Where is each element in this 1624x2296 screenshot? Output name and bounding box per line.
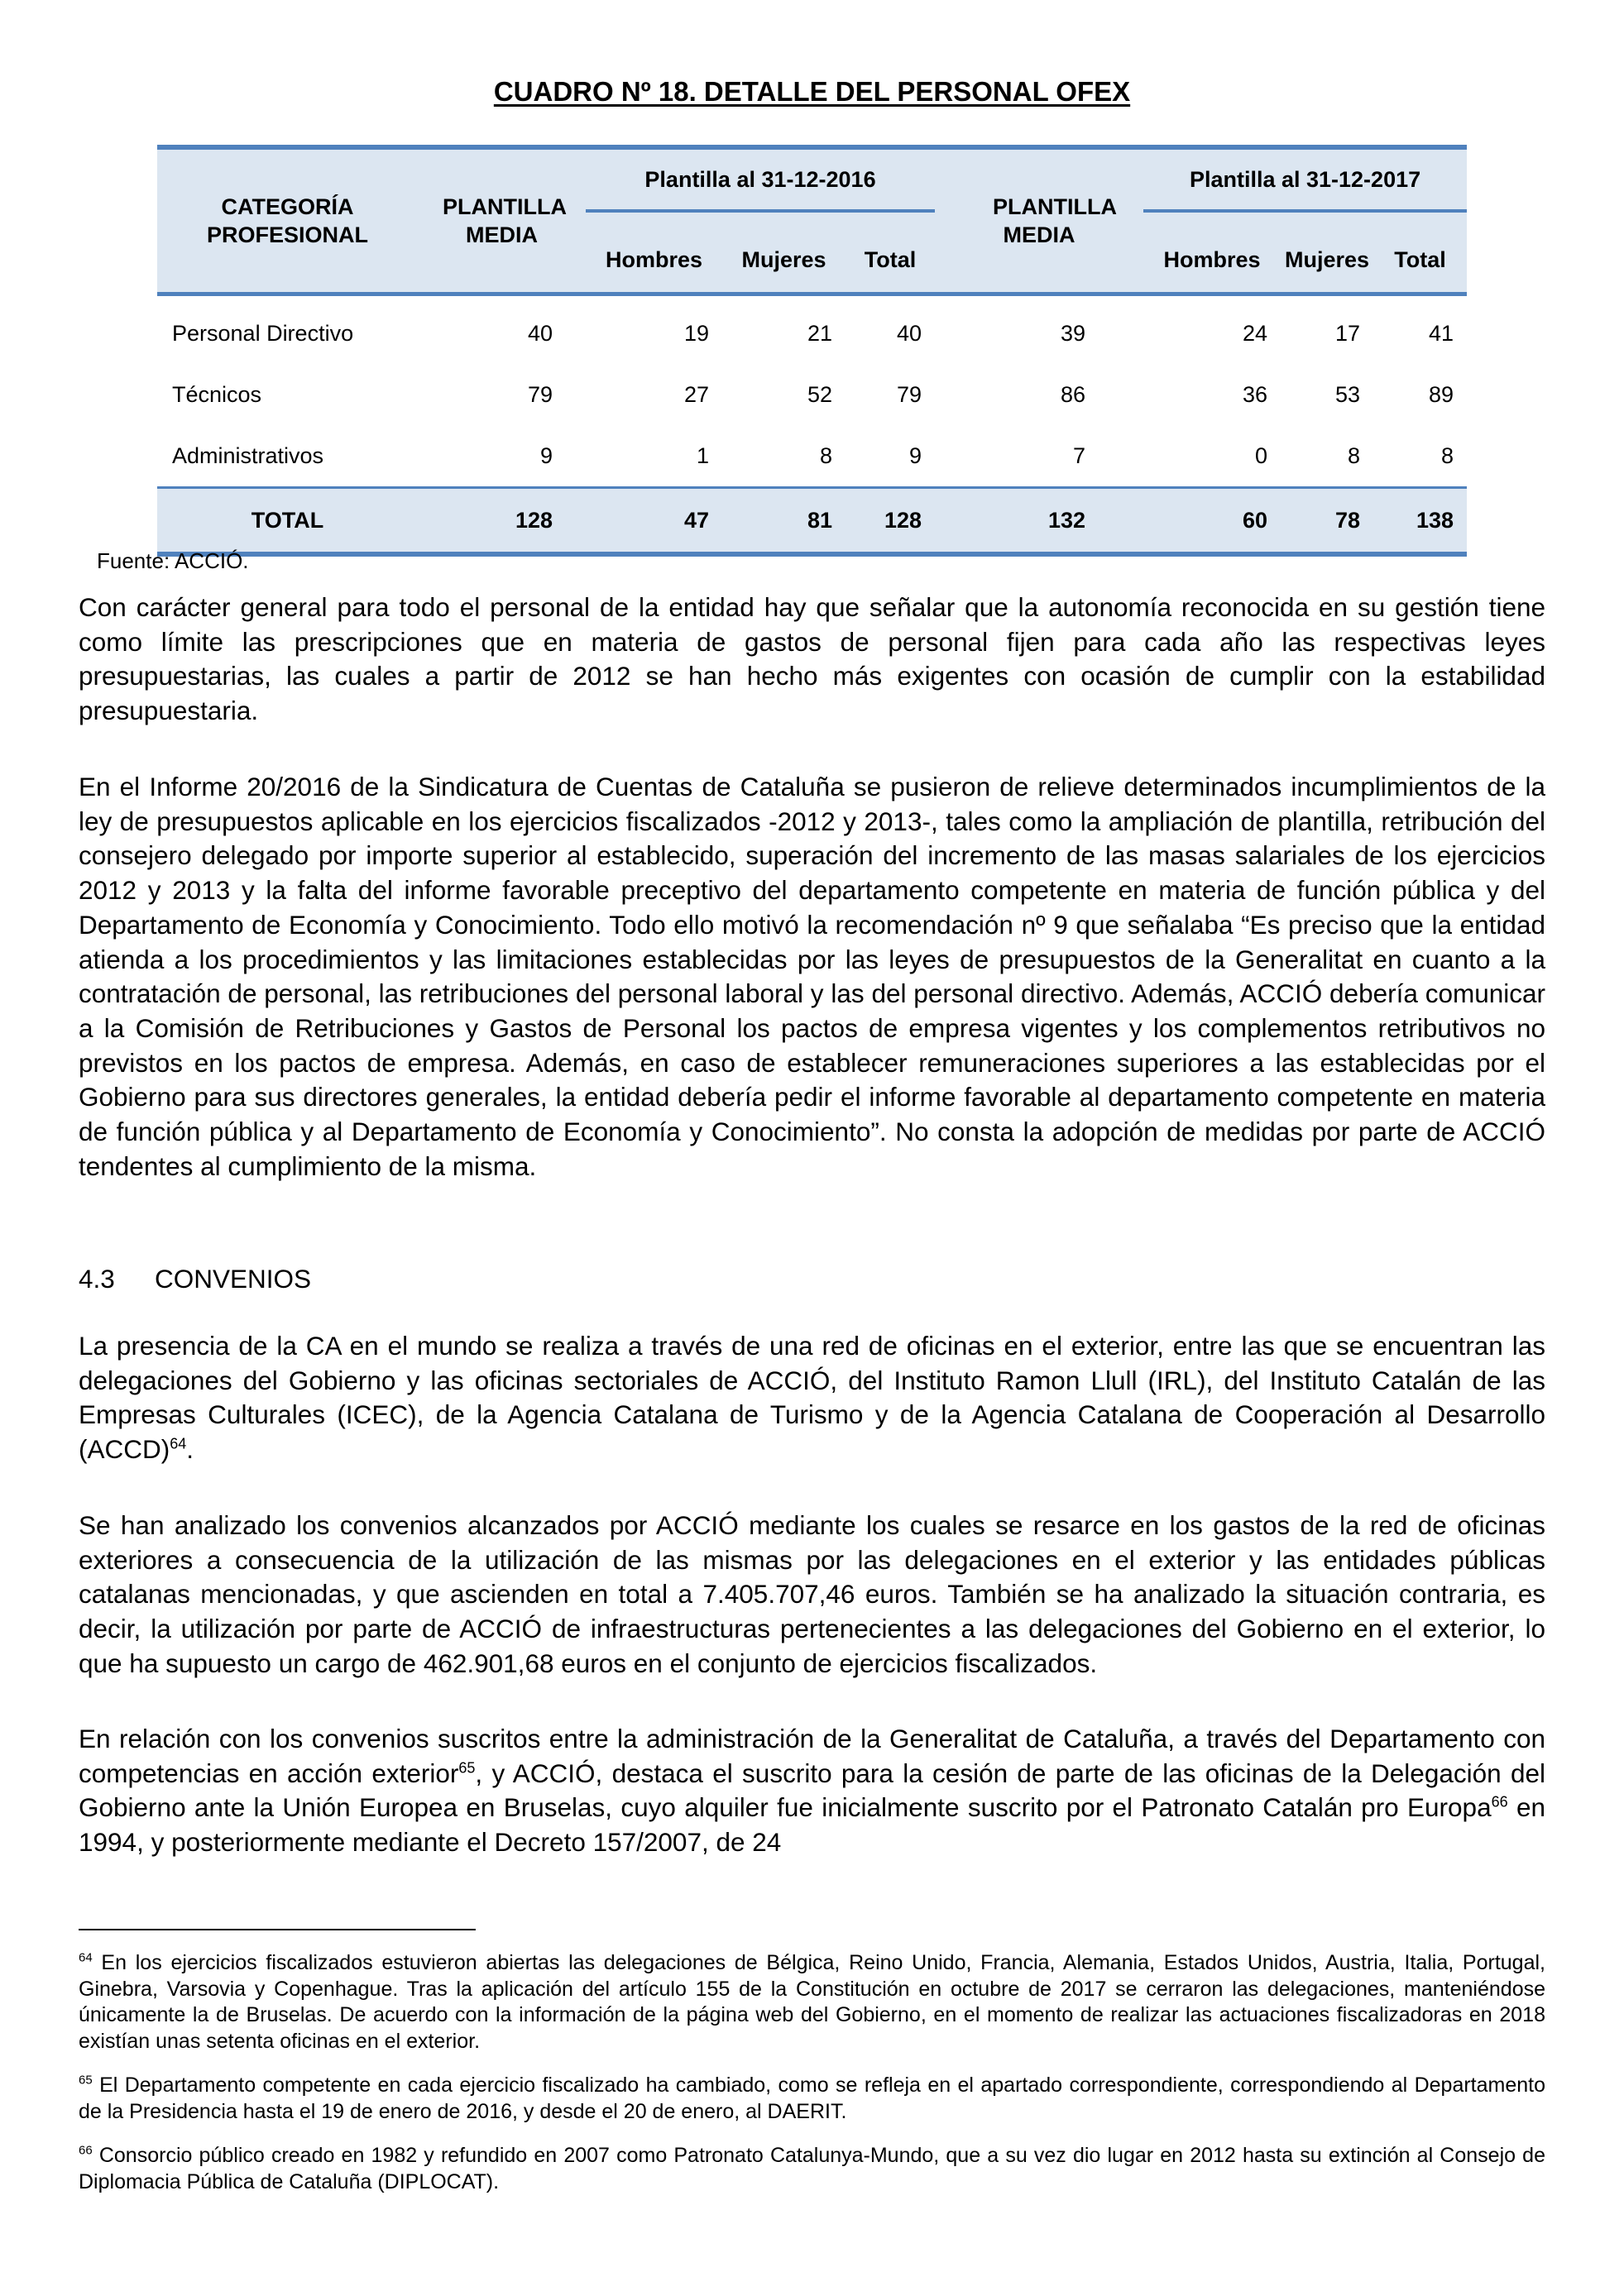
cell-pm-2016: 79: [527, 381, 553, 407]
cell-t-2017: 89: [1429, 381, 1454, 407]
cell-h-2016: 19: [683, 320, 709, 346]
table-row: [157, 294, 1467, 365]
cell-m-2017: 17: [1334, 320, 1361, 346]
section-heading: [79, 1264, 311, 1294]
paragraph-text: en 1994, y posteriormente mediante el Decreto 157/2007, de 24: [79, 1792, 1545, 1858]
header-category: CATEGORÍA PROFESIONAL: [157, 147, 418, 294]
cell-h-2016: 1: [696, 442, 709, 468]
footnote-65: [79, 2073, 1545, 2125]
header-plantilla-media-2017: PLANTILLA MEDIA: [935, 147, 1143, 294]
paragraph-text: , y ACCIÓ, destaca el suscrito para la cesión de parte de las oficinas de la Delegación del Gobierno ante la Unión Europea en Bruselas, cuyo alquiler fue inicialmente suscrito por el Patronato Catalán pro Europa: [79, 1758, 1545, 1823]
cell-pm-2017: 7: [1073, 442, 1086, 468]
cell-m-2016: 21: [807, 320, 832, 346]
header-group-2017: Plantilla al 31-12-2017: [1143, 147, 1467, 211]
section-number: 4.3: [79, 1264, 115, 1294]
cell-t-2016: 128: [846, 488, 935, 555]
cell-t-2016: 9: [909, 442, 922, 468]
section-title: CONVENIOS: [155, 1264, 312, 1294]
cell-m-2016: 8: [819, 442, 832, 468]
header-group-2016: Plantilla al 31-12-2016: [586, 147, 935, 211]
cell-category: Personal Directivo: [172, 320, 354, 346]
table-source: Fuente: ACCIÓ.: [97, 548, 249, 573]
cell-pm-2016: 9: [539, 442, 553, 468]
cell-category: Técnicos: [172, 381, 262, 407]
header-plantilla-media-2016: PLANTILLA MEDIA: [418, 147, 586, 294]
paragraph-text: La presencia de la CA en el mundo se realiza a través de una red de oficinas en el exterior, entre las que se encuentran las delegaciones del Gobierno y las oficinas sectoriales de ACCIÓ, del Instituto Ramon Llull (IRL), del Instituto Catalán de las Empresas Culturales (ICEC), de la Agencia Catalana de Turismo y de la Agencia Catalana de Cooperación al Desarrollo (ACCD): [79, 1331, 1545, 1465]
cell-t-2017: 138: [1373, 488, 1467, 555]
cell-h-2017: 24: [1242, 320, 1268, 346]
header-mujeres-2017: Mujeres: [1281, 211, 1373, 294]
table-total-row: [157, 488, 1467, 555]
footnote-ref-66[interactable]: 66: [1491, 1793, 1508, 1810]
paragraph-text: .: [186, 1434, 194, 1465]
cell-m-2017: 78: [1281, 488, 1373, 555]
footnote-number: 65: [79, 2073, 93, 2088]
paragraph-general-limits: Con carácter general para todo el personal de la entidad hay que señalar que la autonomía reconocida en su gestión tiene como límite las prescripciones que en materia de gastos de personal fijen para cada año las respectivas leyes presupuestarias, las cuales a partir de 2012 se han hecho más exigentes con ocasión de cumplir con la estabilidad presupuestaria.: [79, 592, 1545, 726]
footnote-text: El Departamento competente en cada ejercicio fiscalizado ha cambiado, como se refleja en el apartado correspondiente, correspondiendo al Departamento de la Presidencia hasta el 19 de enero de 2016, y desde el 20 de enero, al DAERIT.: [79, 2074, 1545, 2123]
cell-pm-2017: 86: [1060, 381, 1086, 407]
cell-pm-2016: 40: [527, 320, 553, 346]
cell-pm-2017: 39: [1060, 320, 1086, 346]
cell-h-2017: 60: [1143, 488, 1281, 555]
paragraph-informe-2016: En el Informe 20/2016 de la Sindicatura de Cuentas de Cataluña se pusieron de relieve determinados incumplimientos de la ley de presupuestos aplicable en los ejercicios fiscalizados -2012 y 2013-, tales como la ampliación de plantilla, retribución del consejero delegado por importe superior al establecido, superación del incremento de las masas salariales de los ejercicios 2012 y 2013 y la falta del informe favorable preceptivo del departamento competente en materia de función pública y del Departamento de Economía y Conocimiento. Todo ello motivó la recomendación nº 9 que señalaba “Es preciso que la entidad atienda a los procedimientos y las limitaciones establecidas por las leyes de presupuestos de la Generalitat en cuanto a la contratación de personal, las retribuciones del personal laboral y las del personal directivo. Además, ACCIÓ debería comunicar a la Comisión de Retribuciones y Gastos de Personal los pactos de empresa vigentes y los complementos retributivos no previstos en los pactos de empresa. Además, en caso de establecer remuneraciones superiores a las establecidas por el Gobierno para sus directores generales, la entidad debería pedir el informe favorable al departamento competente en materia de función pública y al Departamento de Economía y Conocimiento”. No consta la adopción de medidas por parte de ACCIÓ tendentes al cumplimiento de la misma.: [79, 772, 1545, 1181]
cell-m-2016: 81: [722, 488, 846, 555]
cell-h-2016: 27: [683, 381, 709, 407]
cell-t-2016: 79: [896, 381, 922, 407]
paragraph-red-oficinas: [79, 1329, 1545, 1467]
cell-category: Administrativos: [172, 442, 324, 468]
table-row: [157, 425, 1467, 488]
footnote-ref-65[interactable]: 65: [458, 1759, 476, 1777]
footnote-separator: [79, 1929, 476, 1930]
footnote-number: 66: [79, 2143, 93, 2158]
footnote-ref-64[interactable]: 64: [170, 1435, 187, 1452]
cell-pm-2017: 132: [935, 488, 1143, 555]
paragraph-convenios-generalitat: [79, 1722, 1545, 1860]
cell-m-2017: 53: [1334, 381, 1361, 407]
cell-m-2017: 8: [1348, 442, 1361, 468]
paragraph-convenios-analizados: Se han analizado los convenios alcanzados por ACCIÓ mediante los cuales se resarce en los gastos de la red de oficinas exteriores a consecuencia de la utilización de las mismas por las delegaciones en el exterior y las entidades públicas catalanas mencionadas, y que ascienden en total a 7.405.707,46 euros. También se ha analizado la situación contraria, es decir, la utilización por parte de ACCIÓ de infraestructuras pertenecientes a las delegaciones del Gobierno en el exterior, lo que ha supuesto un cargo de 462.901,68 euros en el conjunto de ejercicios fiscalizados.: [79, 1510, 1545, 1678]
cell-t-2016: 40: [896, 320, 922, 346]
cell-t-2017: 41: [1429, 320, 1454, 346]
footnote-text: Consorcio público creado en 1982 y refundido en 2007 como Patronato Catalunya-Mundo, que a su vez dio lugar en 2012 hasta su extinción al Consejo de Diplomacia Pública de Cataluña (DIPLOCAT).: [79, 2144, 1545, 2193]
table-row: [157, 364, 1467, 425]
header-hombres-2016: Hombres: [586, 211, 722, 294]
header-total-2016: Total: [846, 211, 935, 294]
footnote-66: [79, 2143, 1545, 2195]
footnote-64: [79, 1950, 1545, 2054]
staff-table: [157, 145, 1467, 557]
table-title: CUADRO Nº 18. DETALLE DEL PERSONAL OFEX: [493, 76, 1131, 107]
footnote-number: 64: [79, 1950, 93, 1965]
header-total-2017: Total: [1373, 211, 1467, 294]
header-hombres-2017: Hombres: [1143, 211, 1281, 294]
cell-h-2017: 0: [1255, 442, 1268, 468]
cell-h-2016: 47: [586, 488, 722, 555]
cell-t-2017: 8: [1441, 442, 1454, 468]
footnote-text: En los ejercicios fiscalizados estuvieron abiertas las delegaciones de Bélgica, Reino Unido, Francia, Alemania, Estados Unidos, Austria, Italia, Portugal, Ginebra, Varsovia y Copenhague. Tras la aplicación del artículo 155 de la Constitución en octubre de 2017 se cerraron las delegaciones, manteniéndose únicamente la de Bruselas. De acuerdo con la información de la página web del Gobierno, en el momento de realizar las actuaciones fiscalizadoras en 2018 existían unas setenta oficinas en el exterior.: [79, 1951, 1545, 2053]
paragraph-text: En relación con los convenios suscritos entre la administración de la Generalitat de Cataluña, a través del Departamento con competencias en acción exterior: [79, 1724, 1545, 1788]
cell-total-label: TOTAL: [157, 488, 418, 555]
cell-pm-2016: 128: [418, 488, 586, 555]
header-mujeres-2016: Mujeres: [722, 211, 846, 294]
cell-h-2017: 36: [1242, 381, 1268, 407]
cell-m-2016: 52: [807, 381, 832, 407]
